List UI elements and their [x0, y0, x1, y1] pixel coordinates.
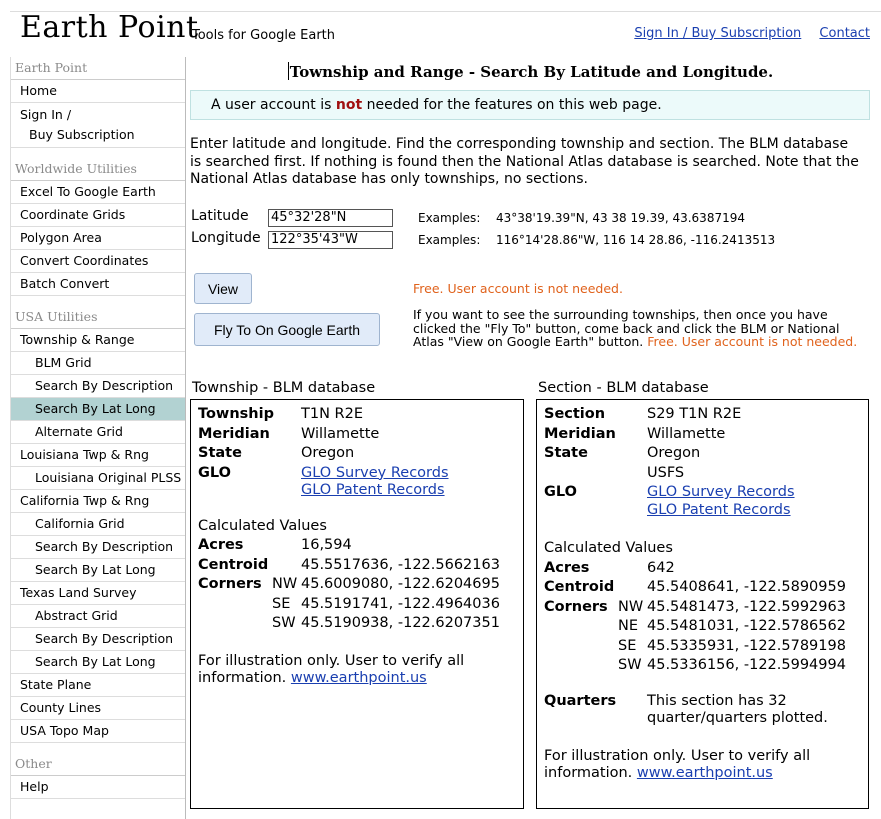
calculated-values-label: Calculated Values — [544, 540, 673, 556]
examples-label: Examples: — [418, 211, 481, 225]
sidebar-item-texas[interactable]: Texas Land Survey — [11, 582, 185, 605]
meridian-key: Meridian — [198, 425, 270, 442]
notice-text-c: needed for the features on this web page. — [362, 97, 662, 113]
intro-text: Enter latitude and longitude. Find the corresponding township and section. The BLM database is searched first. If nothing is found then the National Atlas database is searched. Note that the National Atlas database has only townships, no sections. — [190, 136, 859, 187]
corner-ne-label: NE — [618, 618, 639, 634]
corner-se-label: SE — [272, 595, 291, 612]
centroid-key: Centroid — [544, 579, 615, 595]
latitude-examples — [418, 211, 745, 225]
centroid-key: Centroid — [198, 556, 269, 573]
sidebar-item-excel[interactable]: Excel To Google Earth — [11, 181, 185, 204]
sidebar-item-batch[interactable]: Batch Convert — [11, 273, 185, 296]
acres-key: Acres — [198, 537, 244, 553]
section-panel-title: Section - BLM database — [538, 380, 709, 396]
sidebar-item-blm-grid[interactable]: BLM Grid — [11, 352, 185, 375]
site-tagline: Tools for Google Earth — [192, 28, 335, 43]
flyto-free-notice: Free. User account is not needed. — [647, 334, 858, 349]
sidebar-section-worldwide: Worldwide Utilities — [11, 158, 185, 181]
site-logo[interactable]: Earth Point — [20, 10, 199, 45]
notice-text-a: A user account is — [211, 97, 336, 113]
section-panel — [536, 399, 869, 809]
sidebar-item-search-latlong-active[interactable]: Search By Lat Long — [11, 398, 185, 421]
notice-text-not: not — [335, 97, 363, 113]
latitude-input[interactable] — [268, 209, 393, 227]
corner-sw-value: 45.5190938, -122.6207351 — [301, 615, 500, 631]
acres-value: 642 — [647, 559, 675, 576]
corner-sw-label: SW — [272, 615, 296, 631]
sidebar-section-earth-point: Earth Point — [11, 57, 185, 80]
sidebar-section-other: Other — [11, 753, 185, 776]
township-panel — [190, 399, 524, 809]
top-links — [620, 26, 870, 41]
quarters-key: Quarters — [544, 692, 617, 709]
sidebar-item-convert[interactable]: Convert Coordinates — [11, 250, 185, 273]
sidebar-item-township-range[interactable]: Township & Range — [11, 329, 185, 352]
state-value: Oregon — [647, 445, 701, 461]
acres-value: 16,594 — [301, 537, 352, 553]
township-disclaimer-text: For illustration only. User to verify all information. — [198, 652, 465, 686]
meridian-key: Meridian — [544, 425, 616, 442]
centroid-value: 45.5408641, -122.5890959 — [647, 579, 846, 595]
corners-key: Corners — [198, 576, 262, 592]
sidebar-signin-line1: Sign In / — [20, 107, 72, 122]
fly-to-google-earth-button[interactable]: Fly To On Google Earth — [194, 313, 380, 346]
sidebar-item-california-search-latlong[interactable]: Search By Lat Long — [11, 559, 185, 582]
account-notice — [190, 90, 870, 120]
corners-key: Corners — [544, 598, 608, 615]
glo-patent-link[interactable]: GLO Patent Records — [301, 482, 445, 498]
longitude-examples-text: 116°14'28.86"W, 116 14 28.86, -116.2413513 — [496, 233, 776, 247]
corner-se-value: 45.5335931, -122.5789198 — [647, 637, 846, 654]
longitude-input[interactable] — [268, 231, 393, 249]
quarters-row — [537, 693, 868, 731]
glo-key: GLO — [198, 464, 231, 481]
corner-se-value: 45.5191741, -122.4964036 — [301, 595, 500, 612]
section-key: Section — [544, 406, 606, 422]
page-title — [190, 60, 871, 84]
corner-nw-value: 45.5481473, -122.5992963 — [647, 598, 846, 615]
glo-patent-link[interactable]: GLO Patent Records — [647, 501, 791, 518]
section-disclaimer-text: For illustration only. User to verify all information. — [544, 747, 811, 781]
sidebar-item-search-desc[interactable]: Search By Description — [11, 375, 185, 398]
sidebar-item-texas-search-desc[interactable]: Search By Description — [11, 628, 185, 651]
meridian-value: Willamette — [301, 425, 380, 442]
sidebar-item-california[interactable]: California Twp & Rng — [11, 490, 185, 513]
township-key: Township — [198, 406, 274, 422]
glo-survey-link[interactable]: GLO Survey Records — [647, 484, 795, 500]
sidebar-item-louisiana-plss[interactable]: Louisiana Original PLSS — [11, 467, 185, 490]
state-key: State — [544, 445, 588, 461]
flyto-instructions — [413, 308, 868, 349]
township-earthpoint-link[interactable]: www.earthpoint.us — [290, 670, 427, 686]
sidebar-item-home[interactable]: Home — [11, 80, 185, 103]
free-notice: Free. User account is not needed. — [413, 281, 623, 296]
sidebar-item-state-plane[interactable]: State Plane — [11, 674, 185, 697]
quarters-value: This section has 32 quarter/quarters plotted. — [647, 692, 828, 726]
section-disclaimer — [537, 748, 844, 783]
acres-key: Acres — [544, 559, 590, 576]
centroid-value: 45.5517636, -122.5662163 — [301, 556, 500, 573]
corner-ne-value: 45.5481031, -122.5786562 — [647, 618, 846, 634]
longitude-examples — [418, 233, 775, 247]
examples-label: Examples: — [418, 233, 481, 247]
section-earthpoint-link[interactable]: www.earthpoint.us — [636, 765, 773, 781]
corner-se-label: SE — [618, 637, 637, 654]
usfs-value: USFS — [647, 464, 685, 481]
sidebar-item-california-search-desc[interactable]: Search By Description — [11, 536, 185, 559]
section-value: S29 T1N R2E — [647, 406, 742, 422]
meridian-value: Willamette — [647, 425, 726, 442]
state-key: State — [198, 445, 242, 461]
state-value: Oregon — [301, 445, 355, 461]
longitude-label: Longitude — [191, 230, 261, 246]
page-title-text: Township and Range - Search By Latitude and Longitude. — [289, 63, 774, 81]
calculated-values-label: Calculated Values — [198, 517, 327, 534]
text-caret — [288, 62, 289, 80]
corner-nw-label: NW — [272, 576, 298, 592]
signin-link[interactable]: Sign In / Buy Subscription — [634, 26, 802, 41]
flyto-instructions-text: If you want to see the surrounding townships, then once you have clicked the "Fly To" button, come back and click the BLM or National Atlas "View on Google Earth" button. — [413, 307, 840, 349]
sidebar-signin-line2: Buy Subscription — [29, 127, 135, 142]
sidebar-item-signin[interactable] — [11, 103, 185, 148]
sidebar-item-help[interactable]: Help — [11, 776, 185, 799]
sidebar-item-grids[interactable]: Coordinate Grids — [11, 204, 185, 227]
corner-nw-value: 45.6009080, -122.6204695 — [301, 576, 500, 592]
township-panel-title: Township - BLM database — [192, 380, 376, 396]
sidebar-item-county-lines[interactable]: County Lines — [11, 697, 185, 720]
main-content — [190, 57, 871, 189]
township-value: T1N R2E — [301, 406, 364, 422]
latitude-label: Latitude — [191, 208, 249, 224]
sidebar-section-usa: USA Utilities — [11, 306, 185, 329]
corner-sw-value: 45.5336156, -122.5994994 — [647, 657, 846, 673]
corner-sw-label: SW — [618, 657, 642, 673]
glo-key: GLO — [544, 484, 577, 500]
contact-link[interactable]: Contact — [819, 26, 870, 41]
sidebar-item-texas-search-latlong[interactable]: Search By Lat Long — [11, 651, 185, 674]
corner-nw-label: NW — [618, 598, 644, 615]
sidebar-item-louisiana[interactable]: Louisiana Twp & Rng — [11, 444, 185, 467]
township-disclaimer — [191, 653, 498, 688]
latitude-examples-text: 43°38'19.39"N, 43 38 19.39, 43.6387194 — [496, 211, 745, 225]
sidebar-item-polygon[interactable]: Polygon Area — [11, 227, 185, 250]
sidebar-item-abstract-grid[interactable]: Abstract Grid — [11, 605, 185, 628]
sidebar-item-topo-map[interactable]: USA Topo Map — [11, 720, 185, 743]
view-button[interactable]: View — [194, 273, 252, 304]
sidebar-nav — [10, 57, 186, 819]
sidebar-item-california-grid[interactable]: California Grid — [11, 513, 185, 536]
glo-survey-link[interactable]: GLO Survey Records — [301, 464, 449, 481]
sidebar-item-alternate-grid[interactable]: Alternate Grid — [11, 421, 185, 444]
